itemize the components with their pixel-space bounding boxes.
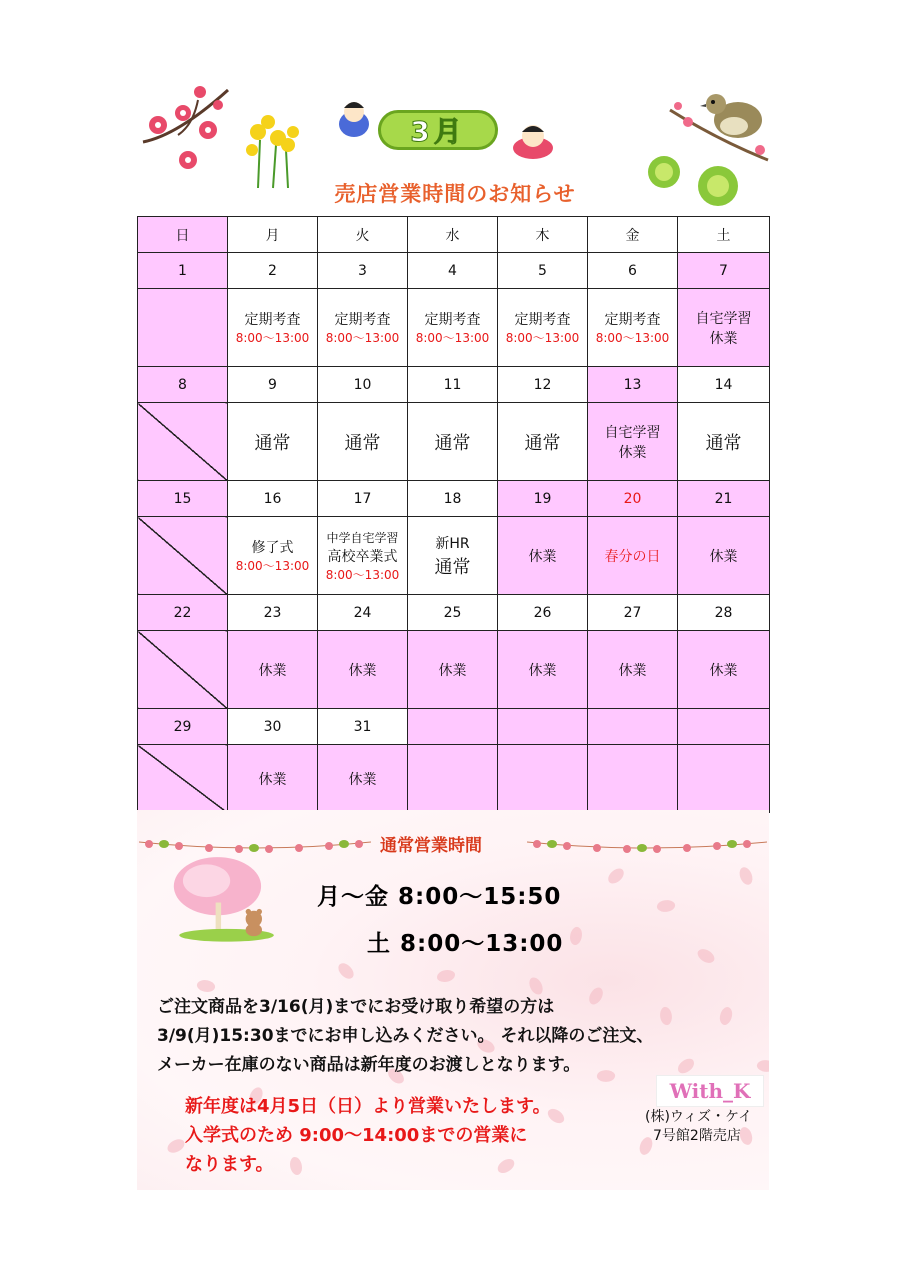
status-label: 休業 (618, 662, 647, 679)
status-cell-sun (138, 631, 228, 709)
petal-decoration (437, 970, 455, 982)
weekday-header-sun: 日 (138, 217, 228, 253)
status-label: 定期考査 (604, 312, 661, 328)
date-cell-mon: 16 (228, 481, 318, 517)
status-time: 8:00～13:00 (325, 331, 400, 345)
weekday-header-fri: 金 (588, 217, 678, 253)
month-badge (378, 110, 498, 150)
status-label: 新HR (435, 535, 470, 552)
petal-decoration (290, 1157, 302, 1175)
petal-decoration (586, 985, 607, 1006)
status-label: 休業 (528, 548, 557, 565)
date-cell-tue: 31 (318, 709, 408, 745)
bird-on-branch-illustration (668, 80, 770, 162)
date-row (138, 367, 770, 403)
date-cell-thu: 12 (498, 367, 588, 403)
date-cell-sun: 29 (138, 709, 228, 745)
status-label: 定期考査 (424, 312, 481, 328)
petal-decoration (738, 866, 753, 886)
date-cell-tue: 3 (318, 253, 408, 289)
status-label: 高校卒業式 (327, 548, 398, 565)
status-cell-tue (318, 745, 408, 813)
status-row (138, 631, 770, 709)
status-time: 8:00～13:00 (505, 331, 580, 345)
notice-line-3: メーカー在庫のない商品は新年度のお渡しとなります。 (157, 1055, 581, 1075)
notice-line-2: 3/9(月)15:30までにお申し込みください。 それ以降のご注文、 (157, 1026, 654, 1046)
status-cell-thu (498, 289, 588, 367)
status-cell-wed (408, 403, 498, 481)
status-label: 休業 (618, 444, 647, 461)
status-cell-sat (678, 403, 770, 481)
petal-decoration (567, 925, 585, 946)
date-cell-sun: 1 (138, 253, 228, 289)
status-cell-tue (318, 403, 408, 481)
date-cell-thu: 5 (498, 253, 588, 289)
date-cell-fri: 20 (588, 481, 678, 517)
page-title: 売店営業時間のお知らせ (334, 182, 576, 206)
date-cell-wed: 4 (408, 253, 498, 289)
date-row (138, 709, 770, 745)
date-cell-sat: 14 (678, 367, 770, 403)
date-cell-sat: 28 (678, 595, 770, 631)
weekday-header-tue: 火 (318, 217, 408, 253)
status-row (138, 745, 770, 813)
status-label: 通常 (344, 432, 381, 454)
weekday-header-mon: 月 (228, 217, 318, 253)
status-cell-wed (408, 289, 498, 367)
status-cell-sun (138, 517, 228, 595)
status-label: 通常 (434, 556, 471, 578)
petal-decoration (495, 1157, 516, 1175)
petal-decoration (657, 899, 676, 913)
date-cell-thu: 19 (498, 481, 588, 517)
date-cell-fri: 13 (588, 367, 678, 403)
status-label: 通常 (434, 432, 471, 454)
date-cell-sun: 8 (138, 367, 228, 403)
date-cell-mon: 9 (228, 367, 318, 403)
status-cell-fri (588, 403, 678, 481)
status-cell-sun (138, 745, 228, 813)
date-cell-wed: 18 (408, 481, 498, 517)
status-cell-thu (498, 517, 588, 595)
status-row (138, 403, 770, 481)
status-cell-mon (228, 631, 318, 709)
status-cell-thu (498, 403, 588, 481)
company-name: (株)ウィズ・ケイ (645, 1109, 753, 1125)
date-cell-tue: 24 (318, 595, 408, 631)
date-cell-fri: 6 (588, 253, 678, 289)
store-location: 7号館2階売店 (653, 1128, 741, 1144)
status-label: 修了式 (251, 540, 294, 556)
status-cell-tue (318, 517, 408, 595)
date-cell-sun: 15 (138, 481, 228, 517)
status-cell-wed (408, 517, 498, 595)
petal-decoration (166, 1138, 187, 1155)
date-cell-thu (498, 709, 588, 745)
weekday-header-wed: 水 (408, 217, 498, 253)
status-label: 定期考査 (514, 312, 571, 328)
status-cell-sun (138, 403, 228, 481)
status-label: 休業 (348, 771, 377, 788)
status-cell-wed (408, 631, 498, 709)
date-cell-sun: 22 (138, 595, 228, 631)
status-label: 休業 (528, 662, 557, 679)
status-label: 休業 (709, 548, 738, 565)
date-cell-fri (588, 709, 678, 745)
status-cell-mon (228, 517, 318, 595)
status-label: 休業 (348, 662, 377, 679)
plum-blossom-illustration (138, 80, 238, 175)
business-calendar (137, 216, 770, 813)
notice-panel (137, 810, 769, 1190)
status-time: 8:00～13:00 (235, 331, 310, 345)
petal-decoration (675, 1057, 696, 1076)
date-cell-wed (408, 709, 498, 745)
status-cell-sat (678, 745, 770, 813)
status-label: 休業 (258, 771, 287, 788)
status-label: 通常 (705, 432, 742, 454)
status-time: 8:00～13:00 (235, 559, 310, 573)
status-label: 休業 (709, 330, 738, 347)
date-cell-thu: 26 (498, 595, 588, 631)
status-label: 定期考査 (334, 312, 391, 328)
status-cell-thu (498, 745, 588, 813)
status-cell-fri (588, 745, 678, 813)
rapeseed-flower-illustration (238, 110, 303, 190)
status-row (138, 289, 770, 367)
weekday-header-thu: 木 (498, 217, 588, 253)
date-cell-tue: 10 (318, 367, 408, 403)
status-label: 休業 (438, 662, 467, 679)
new-year-line-2: 入学式のため 9:00～14:00までの営業に (185, 1125, 528, 1146)
status-row (138, 517, 770, 595)
status-label: 自宅学習 (695, 310, 752, 327)
doll-illustration-left (336, 98, 372, 138)
status-cell-thu (498, 631, 588, 709)
petal-decoration (659, 1007, 672, 1026)
status-time: 8:00～13:00 (595, 331, 670, 345)
petal-decoration (605, 866, 627, 886)
date-cell-sat: 21 (678, 481, 770, 517)
month-label: 3月 (410, 115, 466, 148)
status-cell-tue (318, 631, 408, 709)
garland-right-icon (527, 834, 767, 856)
status-cell-sun (138, 289, 228, 367)
petal-decoration (596, 1069, 616, 1084)
status-cell-sat (678, 517, 770, 595)
petal-decoration (739, 1126, 753, 1145)
weekday-header-row (138, 217, 770, 253)
date-cell-wed: 25 (408, 595, 498, 631)
status-label: 中学自宅学習 (326, 530, 399, 545)
date-cell-sat: 7 (678, 253, 770, 289)
notice-line-1: ご注文商品を3/16(月)までにお受け取り希望の方は (157, 997, 555, 1017)
date-cell-tue: 17 (318, 481, 408, 517)
date-row (138, 595, 770, 631)
new-year-line-3: なります。 (185, 1154, 274, 1175)
status-cell-mon (228, 745, 318, 813)
cherry-tree-illustration (137, 848, 307, 948)
status-label: 春分の日 (604, 548, 661, 565)
green-bud-illustration (640, 152, 750, 210)
status-time: 8:00～13:00 (415, 331, 490, 345)
normal-hours-title: 通常営業時間 (380, 836, 482, 856)
status-label: 休業 (258, 662, 287, 679)
status-cell-sat (678, 289, 770, 367)
status-cell-fri (588, 517, 678, 595)
petal-decoration (695, 946, 716, 967)
weekday-header-sat: 土 (678, 217, 770, 253)
status-time: 8:00～13:00 (325, 567, 400, 582)
status-label: 定期考査 (244, 312, 301, 328)
status-cell-fri (588, 631, 678, 709)
date-cell-mon: 2 (228, 253, 318, 289)
date-row (138, 253, 770, 289)
date-cell-sat (678, 709, 770, 745)
status-label: 休業 (709, 662, 738, 679)
status-cell-tue (318, 289, 408, 367)
status-label: 通常 (524, 432, 561, 454)
status-cell-mon (228, 403, 318, 481)
status-label: 通常 (254, 432, 291, 454)
weekday-hours: 月～金 8:00～15:50 (317, 884, 562, 910)
status-cell-wed (408, 745, 498, 813)
status-cell-mon (228, 289, 318, 367)
petal-decoration (756, 1058, 769, 1074)
petal-decoration (336, 960, 356, 982)
status-cell-fri (588, 289, 678, 367)
date-cell-wed: 11 (408, 367, 498, 403)
date-row (138, 481, 770, 517)
doll-illustration-right (508, 120, 558, 160)
saturday-hours: 土 8:00～13:00 (367, 931, 564, 957)
status-label: 自宅学習 (604, 424, 661, 441)
new-year-line-1: 新年度は4月5日（日）より営業いたします。 (185, 1096, 551, 1117)
date-cell-mon: 23 (228, 595, 318, 631)
company-logo: With_K (656, 1075, 764, 1107)
petal-decoration (717, 1005, 736, 1026)
date-cell-mon: 30 (228, 709, 318, 745)
date-cell-fri: 27 (588, 595, 678, 631)
status-cell-sat (678, 631, 770, 709)
